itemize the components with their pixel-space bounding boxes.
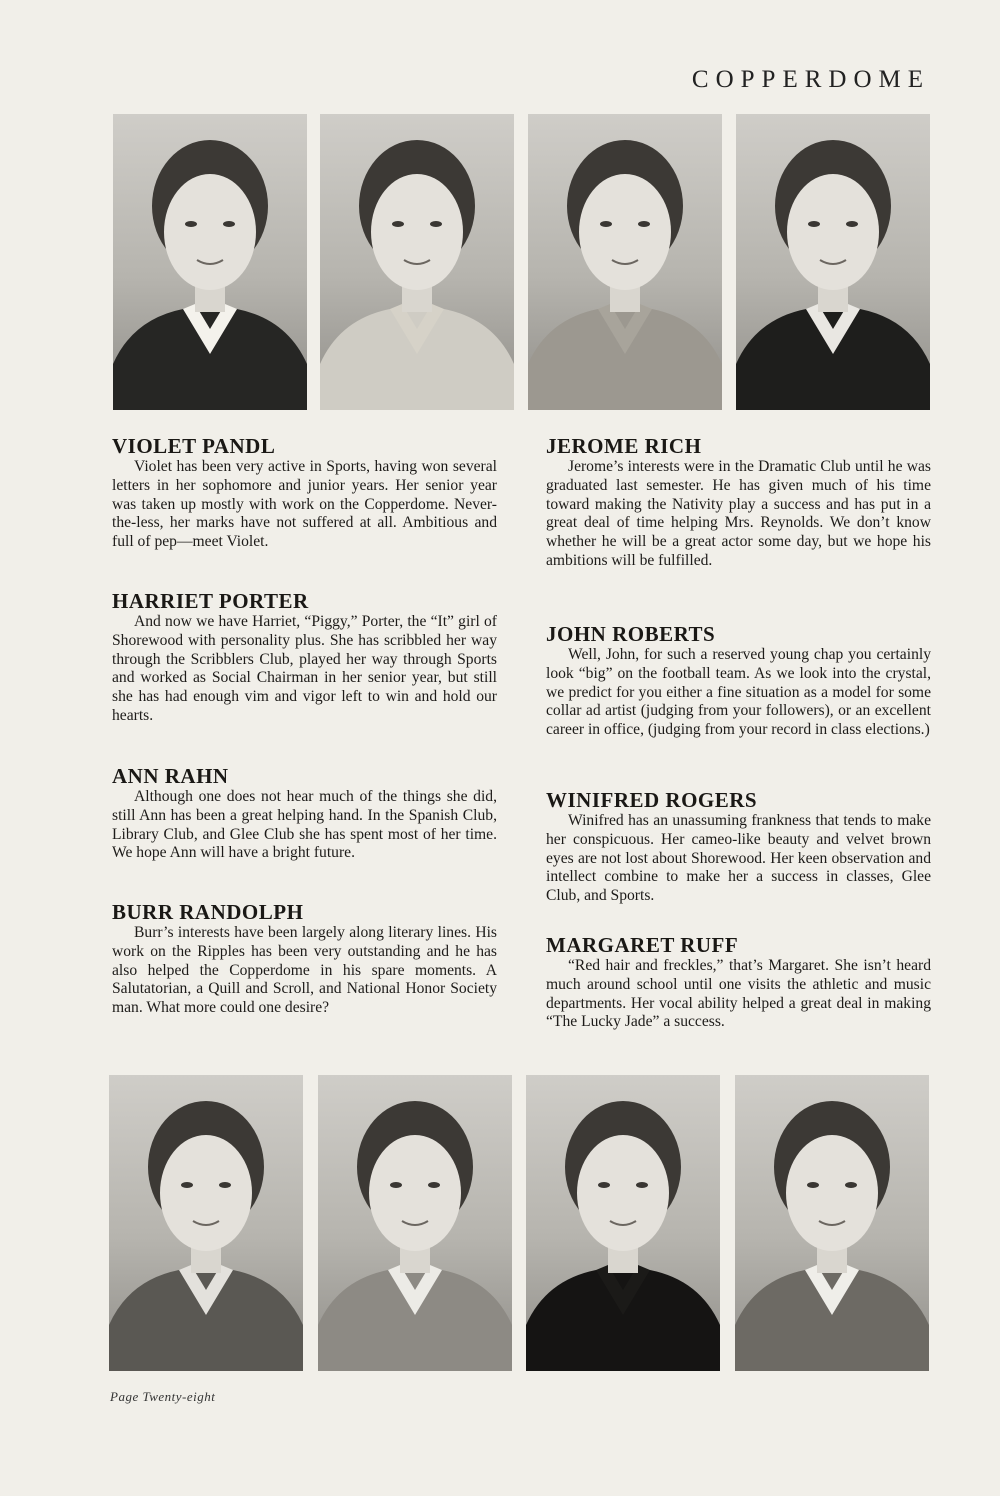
eye-shape <box>430 221 442 227</box>
bio-entry-harriet-porter <box>112 589 497 764</box>
student-name: BURR RANDOLPH <box>112 900 304 924</box>
bio-entry-jerome-rich <box>546 434 931 622</box>
eye-shape <box>638 221 650 227</box>
portrait-photo-harriet-porter <box>320 114 514 410</box>
face-shape <box>579 174 671 290</box>
face-shape <box>787 174 879 290</box>
bio-entry-margaret-ruff <box>546 933 931 1032</box>
portrait-silhouette <box>735 1075 929 1371</box>
student-bio: And now we have Harriet, “Piggy,” Porter, the “It” girl of Shorewood with personality plus. She has scribbled her way through the Scribblers Club, played her way through Sports and worked as Social Chairman in her senior year, but still she has had enough vim and vigor left to win and hold our hearts. <box>112 613 497 724</box>
student-name: WINIFRED ROGERS <box>546 788 758 812</box>
student-name: JEROME RICH <box>546 434 702 458</box>
portrait-photo-margaret-ruff <box>735 1075 929 1371</box>
face-shape <box>371 174 463 290</box>
face-shape <box>164 174 256 290</box>
portrait-silhouette <box>526 1075 720 1371</box>
shoulders-shape <box>528 309 722 410</box>
student-name: JOHN ROBERTS <box>546 622 716 646</box>
bio-entry-ann-rahn <box>112 764 497 900</box>
student-bio: “Red hair and freckles,” that’s Margaret. She isn’t heard much around school until one visits the athletic and music departments. Her vocal ability helped a great deal in making “The Lucky Jade” a success. <box>546 957 931 1031</box>
eye-shape <box>598 1182 610 1188</box>
student-bio: Jerome’s interests were in the Dramatic Club until he was graduated last semester. He has given much of his time toward making the Nativity play a success and has put in a great deal of time helping Mrs. Reynolds. We don’t know whether he will be a great actor some day, but we hope his ambitions will be fulfilled. <box>546 458 931 569</box>
student-bio: Violet has been very active in Sports, having won several letters in her sophomore and junior years. Her senior year was taken up mostly with work on the Copperdome. Never-the-less, her marks have not suffered at all. Ambitious and full of pep—meet Violet. <box>112 458 497 551</box>
portrait-photo-winifred-rogers <box>526 1075 720 1371</box>
shoulders-shape <box>735 1270 929 1371</box>
portrait-silhouette <box>318 1075 512 1371</box>
portrait-silhouette <box>736 114 930 410</box>
page-number-label: Page Twenty-eight <box>110 1389 216 1404</box>
left-biography-column <box>112 434 497 1018</box>
bio-entry-burr-randolph <box>112 900 497 1018</box>
portrait-photo-violet-pandl <box>113 114 307 410</box>
eye-shape <box>636 1182 648 1188</box>
eye-shape <box>600 221 612 227</box>
shoulders-shape <box>526 1270 720 1371</box>
bio-entry-violet-pandl <box>112 434 497 589</box>
shoulders-shape <box>113 309 307 410</box>
portrait-photo-jerome-rich <box>109 1075 303 1371</box>
bio-entry-john-roberts <box>546 622 931 788</box>
student-bio: Winifred has an unassuming frankness that tends to make her conspicuous. Her cameo-like beauty and velvet brown eyes are not lost about Shorewood. Her keen observation and intellect combine to make her a success in classes, Glee Club, and Sports. <box>546 812 931 905</box>
eye-shape <box>223 221 235 227</box>
portrait-photo-john-roberts <box>318 1075 512 1371</box>
student-name: VIOLET PANDL <box>112 434 276 458</box>
eye-shape <box>428 1182 440 1188</box>
portrait-silhouette <box>113 114 307 410</box>
eye-shape <box>846 221 858 227</box>
portrait-silhouette <box>109 1075 303 1371</box>
student-bio: Burr’s interests have been largely along literary lines. His work on the Ripples has been very outstanding and he has also helped the Copperdome in his spare moments. A Salutatorian, a Quill and Scroll, and National Honor Society man. What more could one desire? <box>112 924 497 1017</box>
shoulders-shape <box>320 309 514 410</box>
face-shape <box>786 1135 878 1251</box>
eye-shape <box>219 1182 231 1188</box>
portrait-silhouette <box>528 114 722 410</box>
student-bio: Although one does not hear much of the things she did, still Ann has been a great helping hand. In the Spanish Club, Library Club, and Glee Club she has spent most of her time. We hope Ann will have a bright future. <box>112 788 497 862</box>
eye-shape <box>808 221 820 227</box>
eye-shape <box>390 1182 402 1188</box>
shoulders-shape <box>109 1270 303 1371</box>
shoulders-shape <box>318 1270 512 1371</box>
student-name: MARGARET RUFF <box>546 933 739 957</box>
bio-entry-winifred-rogers <box>546 788 931 933</box>
shoulders-shape <box>736 309 930 410</box>
face-shape <box>577 1135 669 1251</box>
right-biography-column <box>546 434 931 1032</box>
eye-shape <box>392 221 404 227</box>
portrait-silhouette <box>320 114 514 410</box>
face-shape <box>160 1135 252 1251</box>
face-shape <box>369 1135 461 1251</box>
student-name: HARRIET PORTER <box>112 589 309 613</box>
eye-shape <box>807 1182 819 1188</box>
running-head-title: COPPERDOME <box>691 66 930 93</box>
portrait-photo-burr-randolph <box>736 114 930 410</box>
eye-shape <box>181 1182 193 1188</box>
eye-shape <box>845 1182 857 1188</box>
student-bio: Well, John, for such a reserved young chap you certainly look “big” on the football team. As we look into the crystal, we predict for you either a fine situation as a model for some collar ad artist (judging from your followers), or an excellent career in office, (judging from your record in class elections.) <box>546 646 931 739</box>
student-name: ANN RAHN <box>112 764 229 788</box>
portrait-photo-ann-rahn <box>528 114 722 410</box>
eye-shape <box>185 221 197 227</box>
